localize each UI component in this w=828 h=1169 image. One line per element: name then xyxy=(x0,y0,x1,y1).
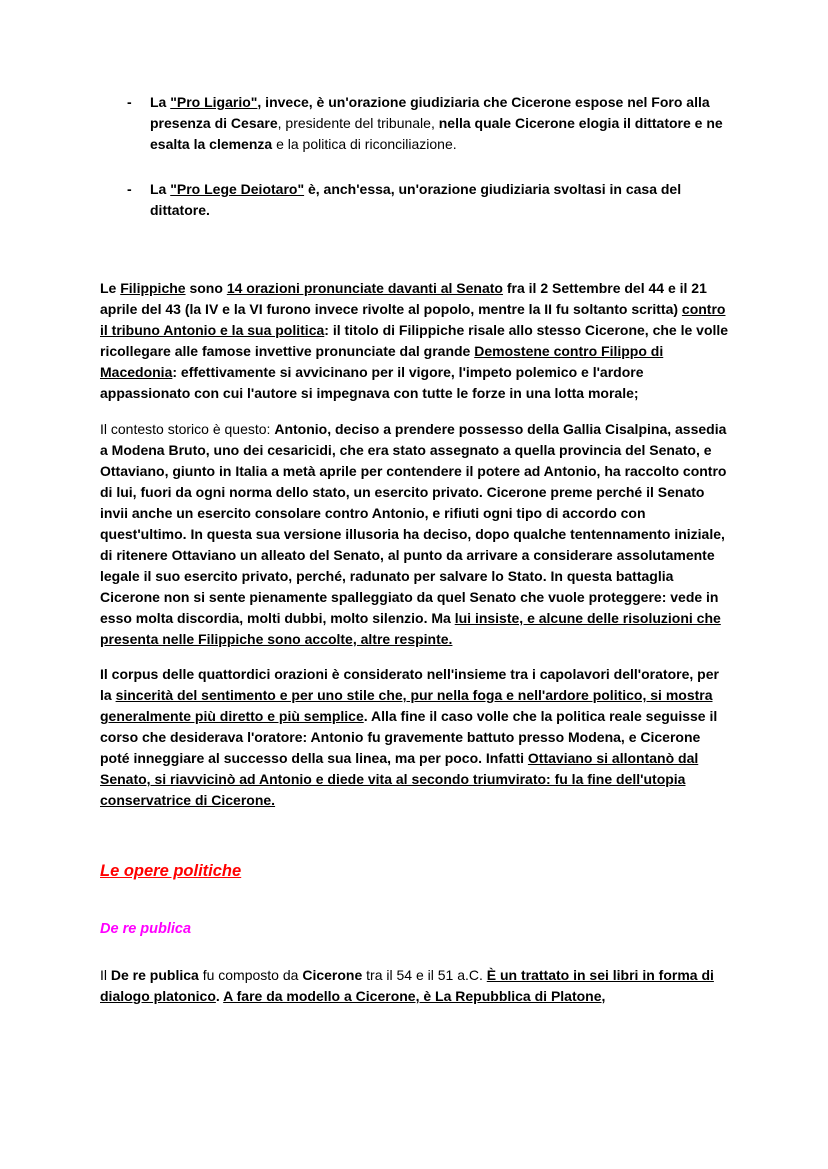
text-run: De re publica xyxy=(110,967,199,983)
bullet-dash: - xyxy=(127,94,132,110)
bullet-text xyxy=(150,92,730,155)
text-run: "Pro Ligario" xyxy=(170,94,258,110)
text-run: De re publica xyxy=(100,921,192,937)
bullet-dash: - xyxy=(127,181,132,197)
paragraph-filippiche xyxy=(100,278,730,404)
subheading-de-re-publica xyxy=(100,919,730,940)
text-run: è, anch'essa, un'orazione giudiziaria svoltasi in casa del dittatore. xyxy=(150,181,682,218)
text-run: "Pro Lege Deiotaro" xyxy=(170,181,305,197)
paragraph-de-re-publica xyxy=(100,965,730,1007)
text-run: contro il tribuno Antonio e la sua politica xyxy=(100,301,726,338)
text-run: Cicerone xyxy=(302,967,363,983)
bullet-pro-ligario xyxy=(127,92,730,155)
text-run: Demostene contro Filippo di Macedonia xyxy=(100,343,664,380)
bullet-pro-lege-deiotaro xyxy=(127,179,730,221)
text-run: Le xyxy=(100,280,121,296)
text-run: . Alla fine il caso volle che la politica reale seguisse il corso che desiderava l'oratore: Antonio fu gravemente battuto presso Modena, e Cicerone poté inneggiare al successo della sua linea, ma per poco. Infatti xyxy=(100,708,718,766)
text-run: La xyxy=(150,94,171,110)
paragraph-contesto-storico xyxy=(100,419,730,650)
text-run: 14 orazioni pronunciate davanti al Senato xyxy=(226,280,503,296)
text-run: fu composto da xyxy=(198,967,303,983)
text-run: : effettivamente si avvicinano per il vigore, l'impeto polemico e l'ardore appassionato con cui l'autore si impegnava con tutte le forze in una lotta morale; xyxy=(100,364,644,401)
text-run: Le opere politiche xyxy=(100,862,242,880)
text-run: fra il 2 Settembre del 44 e il 21 aprile del 43 (la IV e la VI furono invece rivolte al popolo, mentre la II fu soltanto scritta) xyxy=(100,280,707,317)
text-run: sono xyxy=(185,280,227,296)
text-run: , invece, è un'orazione giudiziaria che Cicerone espose nel Foro alla presenza di Cesare xyxy=(150,94,710,131)
text-run: Filippiche xyxy=(120,280,186,296)
text-run: lui insiste, e alcune delle risoluzioni che presenta nelle Filippiche sono accolte, altre respinte. xyxy=(100,610,721,647)
text-run: nella quale Cicerone elogia il dittatore e ne esalta la clemenza xyxy=(150,115,723,152)
text-run: È un trattato in sei libri in forma di dialogo platonico xyxy=(100,967,714,1004)
text-run: e la politica di riconciliazione. xyxy=(272,136,457,152)
text-run: Il corpus delle quattordici orazioni è considerato nell'insieme tra i capolavori dell'oratore, per la xyxy=(100,666,719,703)
text-run: . xyxy=(215,988,224,1004)
text-run: Ottaviano si allontanò dal Senato, si riavvicinò ad Antonio e diede vita al secondo triumvirato: fu la fine dell'utopia conservatrice di Cicerone. xyxy=(100,750,699,808)
text-run: Il xyxy=(100,967,111,983)
heading-le-opere-politiche xyxy=(100,861,730,882)
text-run: Il contesto storico è questo: xyxy=(100,421,275,437)
text-run: , presidente del tribunale, xyxy=(277,115,439,131)
text-run: tra il 54 e il 51 a.C. xyxy=(362,967,487,983)
bullet-text xyxy=(150,179,730,221)
text-run: : il titolo di Filippiche risale allo stesso Cicerone, che le volle ricollegare alle famose invettive pronunciate dal grande xyxy=(100,322,729,359)
text-run: La xyxy=(150,181,171,197)
text-run: sincerità del sentimento e per uno stile che, pur nella foga e nell'ardore politico, si mostra generalmente più diretto e più semplice xyxy=(100,687,713,724)
document-content xyxy=(100,92,730,1007)
text-run: Antonio, deciso a prendere possesso della Gallia Cisalpina, assedia a Modena Bruto, uno dei cesaricidi, che era stato assegnato a quella provincia del Senato, e Ottaviano, giunto in Italia a metà aprile per contendere il potere ad Antonio, ha raccolto contro di lui, fuori da ogni norma dello stato, un esercito privato. Cicerone preme perché il Senato invii anche un esercito consolare contro Antonio, e rifiuti ogni tipo di accordo con quest'ultimo. In questa sua versione illusoria ha deciso, dopo qualche tentennamento iniziale, di ritenere Ottaviano un alleato del Senato, al punto da arrivare a considerare assolutamente legale il suo esercito privato, perché, radunato per salvare lo Stato. In questa battaglia Cicerone non si sente pienamente spalleggiato da quel Senato che vuole proteggere: vede in esso molta discordia, molti dubbi, molto silenzio. Ma xyxy=(100,421,727,626)
paragraph-corpus xyxy=(100,664,730,811)
text-run: A fare da modello a Cicerone, è La Repubblica di Platone, xyxy=(223,988,606,1004)
